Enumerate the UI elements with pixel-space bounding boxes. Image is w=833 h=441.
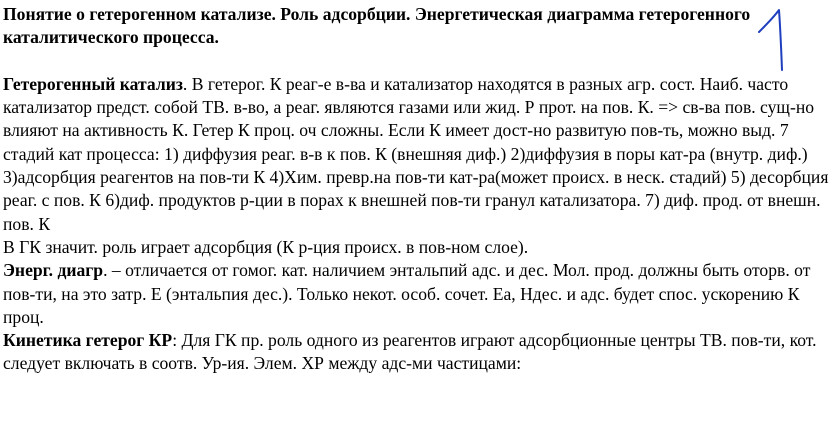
paragraph-adsorption-role: [3, 236, 829, 259]
paragraph-text: В ГК значит. роль играет адсорбция (К р-ция происх. в пов-ном слое).: [3, 236, 529, 257]
paragraph-energy-diagram: [3, 259, 829, 329]
paragraph-term: Гетерогенный катализ: [3, 73, 183, 94]
paragraph-text: . – отличается от гомог. кат. наличием энтальпий адс. и дес. Мол. прод. должны быть оторв. от пов-ти, на это затр. Е (энтальпия дес.). Только некот. особ. сочет. Еа, Ндес. и адс. будет спос. ускорению К проц.: [3, 260, 811, 327]
paragraph-text: . В гетерог. К реаг-е в-ва и катализатор находятся в разных агр. сост. Наиб. часто катализатор предст. собой ТВ. в-во, а реаг. являются газами или жид. Р прот. на пов. К. => св-ва пов. сущ-но влияют на активность К. Гетер К проц. оч сложны. Если К имеет дост-но развитую пов-ть, можно выд. 7 стадий кат процесса: 1) диффузия реаг. в-в к пов. К (внешняя диф.) 2)диффузия в поры кат-ра (внутр. диф.) 3)адсорбция реагентов на пов-ти К 4)Хим. превр.на пов-ти кат-ра(может происх. в неск. стадий) 5) десорбция реаг. с пов. К 6)диф. продуктов р-ции в порах к внешней пов-ти гранул катализатора. 7) диф. прод. от внешн. пов. К: [3, 73, 829, 234]
paragraph-text: : Для ГК пр. роль одного из реагентов играют адсорбционные центры ТВ. пов-ти, кот. следует включать в соотв. Ур-ия. Элем. ХР между адс-ми частицами:: [3, 330, 817, 374]
paragraph-term: Кинетика гетерог КР: [3, 330, 173, 351]
blank-line: [3, 50, 829, 73]
document-title: Понятие о гетерогенном катализе. Роль адсорбции. Энергетическая диаграмма гетерогенного каталитического процесса.: [3, 4, 751, 48]
paragraph-kinetics: [3, 329, 829, 376]
paragraph-term: Энерг. диагр: [3, 260, 104, 281]
paragraph-heterogeneous-catalysis: [3, 73, 829, 236]
handwritten-mark-icon: [755, 4, 791, 76]
document-page: [3, 3, 829, 376]
